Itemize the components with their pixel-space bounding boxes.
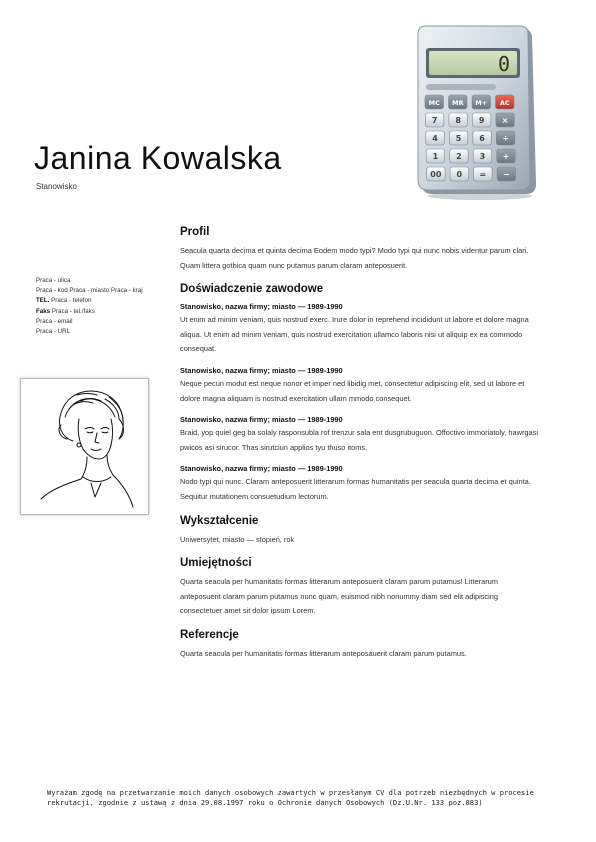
contact-city: Praca - kod Praca - miasto Praca - kraj: [36, 287, 143, 295]
fax-value: Praca - tel./faks: [51, 307, 95, 315]
job-description: Ut enim ad minim veniam, quis nostrud exerc. Irure dolor in reprehend incididunt ut labore et dolore magna aliqua. Ut enim ad minim veniam, quis nostrud exercitation ullamco laboris nisi ut aliquip ex ea commodo consequat.: [180, 315, 529, 354]
education-text: Uniwersytet, miasto — stopień, rok: [180, 534, 295, 544]
calculator-key-label: ×: [501, 116, 509, 125]
calculator-graphic: [410, 24, 540, 202]
profile-heading: Profil: [180, 226, 210, 238]
main-content: [180, 226, 540, 672]
calculator-key-label: ÷: [502, 134, 509, 143]
job-entry: [180, 414, 540, 455]
phone-label: TEL.: [36, 297, 50, 305]
job-description: Nodo typi qui nunc. Claram anteposuerit litterarum formas humanitatis per seacula quarta decima et quinta. Sequitur mutationem consuetudium lectorum.: [180, 477, 531, 501]
calculator-key-label: 0: [456, 170, 463, 179]
contact-email: Praca - email: [36, 317, 73, 325]
calculator-solar-strip: [426, 84, 496, 90]
skills-text: Quarta seacula per humanitatis formas litterarum anteposuerit claram parum putamus! Litterarum anteposuerit claram parum putamus nunc quam, euismod nibh nonummy diam sed elit adipiscing consectetuer amet sit dolor ipsum Lorem.: [180, 577, 498, 616]
phone-value: Praca - telefon: [51, 297, 92, 305]
job-heading: Stanowisko, nazwa firmy; miasto — 1989-1990: [180, 415, 343, 425]
calculator-key-label: −: [502, 170, 510, 179]
calculator-key-label: 1: [432, 152, 439, 161]
job-entry: [180, 365, 540, 406]
calculator-key-label: 5: [455, 134, 462, 143]
portrait-photo: [20, 378, 149, 515]
education-section: [180, 515, 540, 548]
calculator-key-label: M+: [475, 99, 488, 107]
calculator-key-label: 2: [456, 152, 462, 161]
calculator-key-label: MR: [452, 99, 464, 107]
references-heading: Referencje: [180, 628, 239, 641]
job-heading: Stanowisko, nazwa firmy; miasto — 1989-1990: [180, 464, 343, 474]
job-position: Stanowisko: [36, 182, 77, 191]
profile-text: Seacula quarta decima et quinta decima Eodem modo typi? Modo typi qui nunc nobis videntur parum clari. Quam littera gothica quam nunc putamus parum claram anteposuerit.: [180, 246, 529, 270]
job-entry: [180, 463, 540, 504]
job-heading: Stanowisko, nazwa firmy; miasto — 1989-1990: [180, 365, 343, 375]
contact-fax: [36, 307, 143, 317]
calculator-key-label: 8: [455, 116, 461, 125]
job-description: Neque pecun modut est neque nonor et imper ned libidig met, consectetur adipiscing elit, sed ut labore et dolore magna aliquam is nostrud exercitation ullam mmodo consequet.: [180, 378, 525, 403]
education-heading: Wykształcenie: [180, 514, 259, 527]
data-consent-clause: Wyrażam zgodę na przetwarzanie moich danych osobowych zawartych w przesłanym CV dla potrzeb niezbędnych w procesie rekrutacji, zgodnie z ustawą z dnia 29.08.1997 roku o Ochronie danych Osobowych (Dz.U.Nr. 133 poz.883): [47, 788, 534, 807]
contact-url: Praca - URL: [36, 328, 71, 336]
calculator-icon: [410, 24, 540, 202]
calculator-key-label: AC: [499, 99, 510, 107]
references-text: Quarta seacula per humanitatis formas litterarum anteposauerit claram parum putamus.: [180, 648, 467, 658]
job-description: Braid, yop quiel geg ba solaly rasponsubla rof trenzur sala ent dusgrubuguon. Offoctivo immoriatoly, hawrgasi pwicos asi sirucor. Thas sirutciun applios tyu thuso itoms.: [180, 428, 538, 452]
calculator-key-label: 3: [479, 152, 486, 161]
references-section: [180, 629, 540, 662]
calculator-key-label: =: [479, 170, 487, 179]
experience-heading: Doświadczenie zawodowe: [180, 283, 324, 296]
calculator-key-label: 6: [479, 134, 485, 143]
job-heading: Stanowisko, nazwa firmy; miasto — 1989-1990: [180, 302, 343, 312]
job-entry: [180, 301, 540, 357]
calculator-key-label: 4: [432, 134, 438, 143]
portrait-drawing: [21, 379, 148, 514]
profile-section: [180, 226, 540, 273]
contact-block: [36, 276, 143, 337]
calculator-key-label: 7: [431, 116, 438, 125]
calculator-key-label: +: [502, 152, 510, 161]
calculator-key-label: 00: [430, 170, 442, 179]
skills-section: [180, 557, 540, 619]
candidate-name: Janina Kowalska: [34, 140, 282, 176]
skills-heading: Umiejętności: [180, 557, 252, 570]
calculator-key-label: 9: [478, 116, 485, 125]
experience-section: [180, 283, 540, 504]
fax-label: Faks: [36, 307, 51, 315]
contact-phone: [36, 296, 143, 306]
calculator-key-label: MC: [428, 99, 440, 107]
calculator-display-value: 0: [497, 52, 510, 76]
contact-street: Praca - ulica: [36, 277, 71, 284]
